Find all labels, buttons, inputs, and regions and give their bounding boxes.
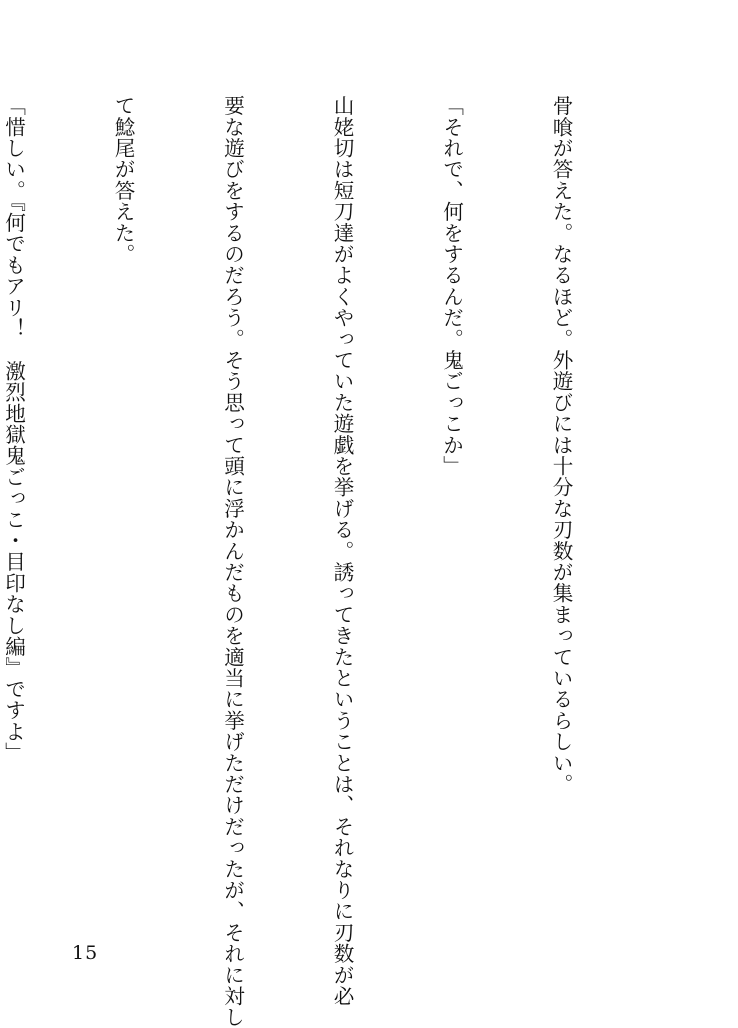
text-line: て鯰尾が答えた。 [111,95,135,265]
text-line: 要な遊びをするのだろう。そう思って頭に浮かんだものを適当に挙げただけだったが、それに対し [220,95,245,1028]
page-number: 15 [72,942,99,964]
text-line: 山姥切は短刀達がよくやっていた遊戯を挙げる。誘ってきたということは、それなりに刃数が必 [330,95,354,1007]
text-line: 「それで、何をするんだ。鬼ごっこか」 [439,95,464,477]
text-line: 「惜しい。『何でもアリ！ 激烈地獄鬼ごっこ・目印なし編』ですよ」 [1,95,26,764]
text-line: 骨喰が答えた。なるほど。外遊びには十分な刃数が集まっているらしい。 [549,95,573,795]
